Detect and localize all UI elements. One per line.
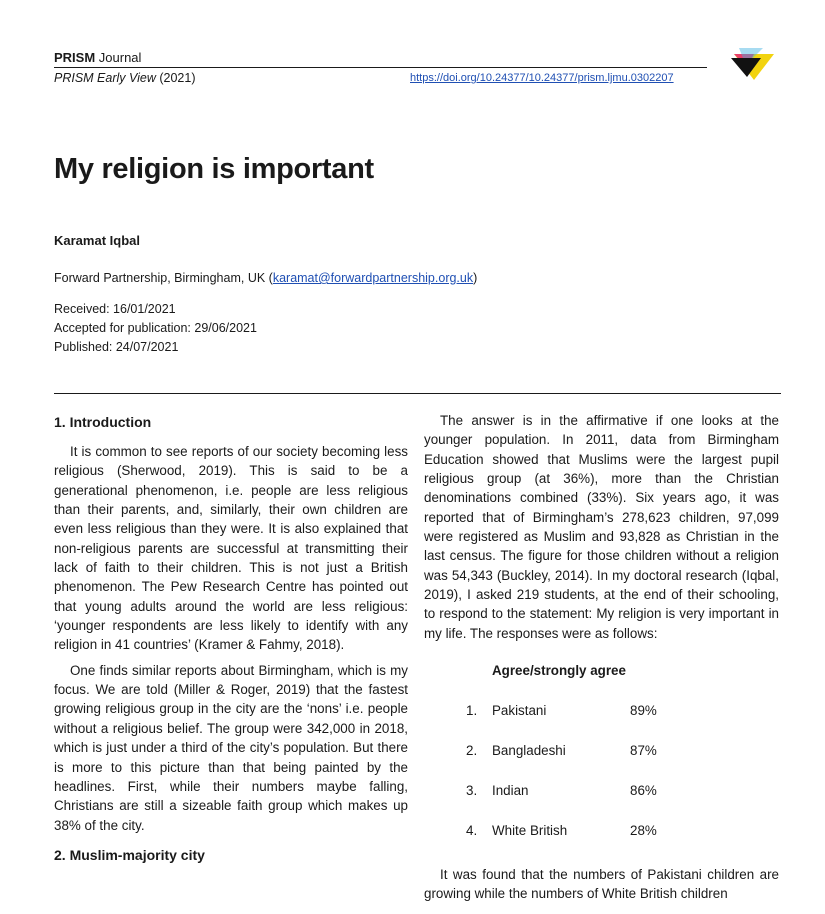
prism-logo-icon [725,44,775,82]
survey-row [424,731,779,771]
survey-row [424,811,779,851]
survey-num: 3. [466,783,478,799]
survey-num: 2. [466,743,478,759]
survey-num: 4. [466,823,478,839]
affiliation-close: ) [473,271,478,285]
survey-title: Agree/strongly agree [492,663,626,679]
survey-row [424,691,779,731]
survey-pct: 89% [630,703,657,719]
survey-group: White British [492,823,568,839]
author-affiliation [54,269,477,287]
affiliation-text: Forward Partnership, Birmingham, UK ( [54,271,273,285]
early-view-year: (2021) [155,71,196,85]
accepted-date: Accepted for publication: 29/06/2021 [54,321,257,335]
survey-group: Indian [492,783,529,799]
intro-paragraph-2: One finds similar reports about Birmingham, which is my focus. We are told (Miller & Roger, 2019) that the fastest growing religious group in the city are the ‘nons’ i.e. people without a religious belief. The group were 342,000 in 2018, which is just under a third of the city’s population. But there is more to this picture than that being painted by the headlines. First, while their numbers maybe falling, Christians are still a sizeable faith group which makes up 38% of the city. [54,662,408,833]
heading-introduction: 1. Introduction [54,414,152,430]
author-name: Karamat Iqbal [54,233,140,248]
survey-row [424,771,779,811]
survey-num: 1. [466,703,478,719]
heading-muslim-majority-city: 2. Muslim-majority city [54,846,205,863]
survey-group: Bangladeshi [492,743,566,759]
journal-name-bold: PRISM [54,50,96,65]
early-view-label [54,70,196,86]
survey-list [424,691,779,851]
right-paragraph-2: It was found that the numbers of Pakistani children are growing while the numbers of White British children [424,867,779,902]
survey-pct: 86% [630,783,657,799]
article-title: My religion is important [54,153,374,185]
journal-name [54,50,141,66]
intro-paragraph-1: It is common to see reports of our society becoming less religious (Sherwood, 2019). This is said to be a generational phenomenon, i.e. people are less religious than their parents, and, similarly, their own children are even less religious than they were. It is also explained that non-religious parents are successful at transmitting their lack of faith to their children. This is not just a British phenomenon. The Pew Research Centre has pointed out that young adults around the world are less religious: ‘younger respondents are less likely to identify with any religion in 41 countries’ (Kramer & Fahmy, 2018). [54,444,408,653]
doi-link[interactable]: https://doi.org/10.24377/10.24377/prism.ljmu.0302207 [410,72,674,84]
right-paragraph-1: The answer is in the affirmative if one looks at the younger population. In 2011, data from Birmingham Education showed that Muslims were the largest pupil religious group (at 36%), more than the Christian denominations combined (33%). Six years ago, it was reported that of Birmingham’s 278,623 children, 97,099 were registered as Muslim and 93,828 as Christian in the last census. The figure for those children without a religion was 54,343 (Buckley, 2014). In my doctoral research (Iqbal, 2019), I asked 219 students, at the end of their schooling, to respond to the statement: My religion is very important in my life. The responses were as follows: [424,413,779,641]
published-date: Published: 24/07/2021 [54,340,179,354]
section-divider [54,393,781,394]
received-date: Received: 16/01/2021 [54,302,176,316]
publication-dates [54,300,257,357]
survey-group: Pakistani [492,703,547,719]
survey-pct: 87% [630,743,657,759]
header-divider [54,67,707,68]
author-email-link[interactable]: karamat@forwardpartnership.org.uk [272,271,474,285]
survey-pct: 28% [630,823,657,839]
left-column [54,412,408,865]
early-view-italic: PRISM Early View [54,71,156,85]
right-column [424,411,779,904]
journal-name-rest: Journal [95,50,142,65]
